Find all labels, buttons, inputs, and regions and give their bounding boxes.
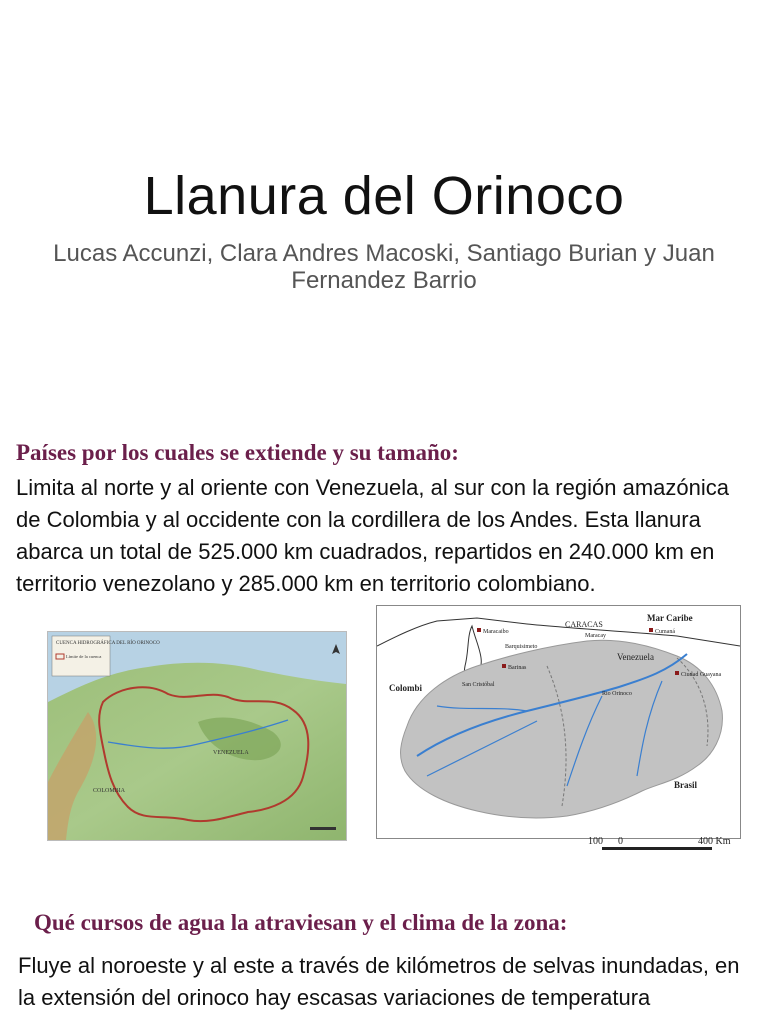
scale-label-end: 400 Km: [698, 836, 731, 847]
section-heading-water: Qué cursos de agua la atraviesan y el clima de la zona:: [34, 910, 568, 935]
basin-river-map: [376, 605, 741, 839]
label-rio-orinoco: Rio Orinoco: [602, 691, 632, 697]
section-body-water: Fluye al noroeste y al este a través de kilómetros de selvas inundadas, en la extensión del orinoco hay escasas variaciones de temperatura: [18, 953, 740, 1010]
city-marker-ciudad-guayana: [675, 671, 679, 675]
scale-bar: [310, 827, 336, 830]
label-colombia: Colombi: [389, 683, 423, 693]
label-barinas: Barinas: [508, 665, 527, 671]
legend-item: Límite de la cuenca: [66, 654, 102, 659]
label-ciudad-guayana: Ciudad Guayana: [681, 672, 722, 678]
authors: Lucas Accunzi, Clara Andres Macoski, Santiago Burian y Juan Fernandez Barrio: [53, 240, 715, 294]
section-heading-countries: Países por los cuales se extiende y su tamaño:: [16, 440, 459, 465]
label-brasil: Brasil: [674, 780, 698, 790]
label-mar-caribe: Mar Caribe: [647, 613, 693, 623]
label-caracas: CARACAS: [565, 620, 603, 629]
relief-map: [47, 631, 347, 841]
city-marker-cumana: [649, 628, 653, 632]
slide-title: Llanura del Orinoco: [143, 166, 625, 226]
label-maracaibo: Maracaibo: [483, 629, 509, 635]
label-cumana: Cumaná: [655, 629, 675, 635]
scale-label-zero: 0: [618, 836, 623, 847]
section-body-countries: Limita al norte y al oriente con Venezuela, al sur con la región amazónica de Colombia y al occidente con la cordillera de los Andes. Esta llanura abarca un total de 525.000 km cuadrados, repartidos en 240.000 km en territorio venezolano y 285.000 km en territorio colombiano.: [16, 475, 729, 596]
city-marker-maracaibo: [477, 628, 481, 632]
label-venezuela: Venezuela: [617, 652, 654, 662]
label-san-cristobal: San Cristóbal: [462, 682, 495, 688]
basin-area: [401, 640, 723, 818]
scale-label-start: 100: [588, 836, 603, 847]
map-scale: [588, 838, 738, 856]
label-barquisimeto: Barquisimeto: [505, 644, 538, 650]
label-colombia: COLOMBIA: [93, 788, 126, 794]
city-marker-barinas: [502, 664, 506, 668]
label-maracay: Maracay: [585, 633, 606, 639]
scale-line: [602, 847, 712, 850]
legend-title: CUENCA HIDROGRÁFICA DEL RÍO ORINOCO: [56, 641, 160, 646]
label-venezuela: VENEZUELA: [213, 750, 249, 756]
